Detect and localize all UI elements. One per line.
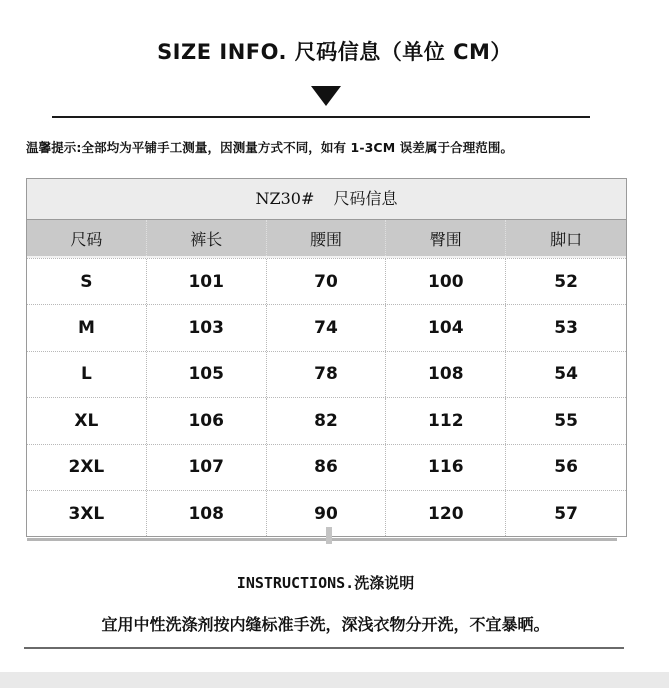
table-cell: 57 [554,503,578,524]
table-cell: 3XL [27,491,147,536]
table-cell: 107 [147,445,267,490]
table-cell: 104 [386,305,506,350]
table-row [27,351,626,397]
bottom-band [0,672,669,688]
table-header-row [27,220,626,258]
column-header-hip: 臀围 [386,220,506,256]
table-cell: S [27,259,147,304]
table-cell: 56 [554,457,578,478]
table-cell: 78 [267,352,387,397]
column-header-length: 裤长 [147,220,267,256]
table-cell: 108 [386,352,506,397]
table-cell: 103 [147,305,267,350]
table-cell: 116 [386,445,506,490]
table-cell: M [27,305,147,350]
column-header-waist: 腰围 [267,220,387,256]
table-cell: 108 [147,491,267,536]
page-title: SIZE INFO. 尺码信息（单位 CM） [157,40,512,64]
table-row [27,444,626,490]
column-header-hem: 脚口 [550,229,583,249]
table-row [27,304,626,350]
down-arrow-icon [311,86,341,106]
table-cell: 70 [267,259,387,304]
divider-line [27,538,617,541]
divider-line [52,116,590,118]
table-title: NZ30# 尺码信息 [27,179,626,220]
table-cell: 82 [267,398,387,443]
column-header-size: 尺码 [27,220,147,256]
table-cell: 100 [386,259,506,304]
table-cell: 105 [147,352,267,397]
table-row [27,258,626,304]
table-cell: 86 [267,445,387,490]
table-cell: 90 [267,491,387,536]
table-cell: 55 [554,410,578,431]
table-cell: 53 [554,318,578,339]
table-cell: L [27,352,147,397]
divider-notch [326,527,332,544]
size-table [26,178,627,537]
instructions-text: 宜用中性洗涤剂按内缝标准手洗，深浅衣物分开洗，不宜暴晒。 [101,615,550,634]
table-cell: 52 [554,271,578,292]
instructions-title: INSTRUCTIONS.洗涤说明 [236,574,415,592]
table-row [27,397,626,443]
table-cell: 106 [147,398,267,443]
table-cell: 74 [267,305,387,350]
table-cell: 120 [386,491,506,536]
measurement-tip: 温馨提示:全部均为平铺手工测量，因测量方式不同，如有 1-3CM 误差属于合理范围。 [26,140,514,155]
table-cell: XL [27,398,147,443]
table-cell: 54 [554,364,578,385]
table-cell: 2XL [27,445,147,490]
divider-line [24,647,624,649]
table-cell: 101 [147,259,267,304]
table-cell: 112 [386,398,506,443]
